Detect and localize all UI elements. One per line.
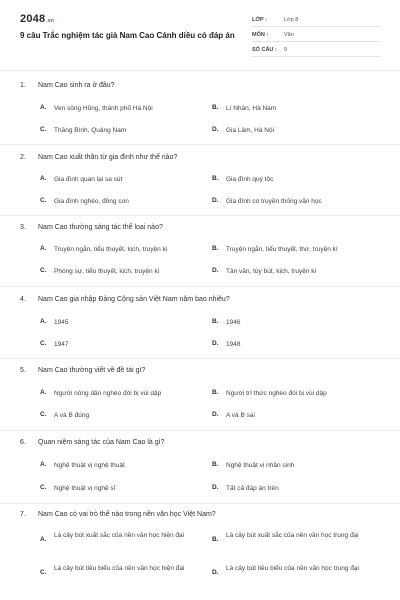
question-number: 4. [20,296,26,303]
question-label: Nam Cao có vai trò thế nào trong nền văn học Việt Nam? [38,511,216,518]
option-letter: A. [40,175,47,182]
option-d[interactable] [212,267,316,276]
option-a[interactable] [40,389,161,398]
option-c[interactable] [40,411,89,420]
question-text [20,511,216,518]
option-b[interactable] [212,531,380,543]
option-text: 1945 [54,319,69,326]
option-letter: A. [40,318,47,325]
option-text: Nghệ thuật vị nhân sinh [226,462,295,469]
option-letter: C. [40,484,47,491]
question-divider [0,215,400,216]
option-a[interactable] [40,531,205,543]
option-text: Là cây bút xuất sắc của nền văn học trung đại [226,532,359,539]
meta-table [252,12,380,57]
option-letter: B. [212,245,219,252]
question-label: Nam Cao xuất thân từ gia đình như thế nào? [38,154,178,161]
option-c[interactable] [40,197,129,206]
option-letter: D. [212,569,219,576]
option-text: Là cây bút xuất sắc của nền văn học hiện đại [54,532,185,539]
option-text: 1947 [54,341,69,348]
option-text: Tản văn, tùy bút, kịch, truyện kí [226,268,317,275]
option-a[interactable] [40,318,68,327]
question-text [20,367,145,374]
option-d[interactable] [212,126,274,135]
option-text: Ven sông Hồng, thành phố Hà Nội [54,105,153,112]
option-b[interactable] [212,461,294,470]
question-divider [0,286,400,287]
page-title: 9 câu Trắc nghiệm tác giả Nam Cao Cánh diều có đáp án [20,31,235,40]
option-text: Gia đình có truyền thống văn học [226,198,322,205]
option-letter: D. [212,411,219,418]
option-letter: A. [40,245,47,252]
option-text: A và B đúng [54,412,90,419]
meta-value: Lớp 8 [284,17,299,23]
option-letter: C. [40,569,47,576]
option-text: Nghệ thuật vị nghệ thuật [54,462,125,469]
question-label: Nam Cao sinh ra ở đâu? [38,82,115,89]
option-d[interactable] [212,340,240,349]
option-letter: D. [212,267,219,274]
question-divider [0,430,400,431]
option-text: Gia Lâm, Hà Nội [226,127,275,134]
option-letter: D. [212,484,219,491]
option-c[interactable] [40,484,115,493]
option-a[interactable] [40,104,153,113]
meta-row-count [252,42,380,57]
option-letter: C. [40,267,47,274]
option-letter: A. [40,461,47,468]
option-text: Gia đình quý tộc [226,176,274,183]
question-divider [0,144,400,145]
option-text: Là cây bút tiêu biểu của nền văn học hiện đại [54,565,185,572]
option-b[interactable] [212,175,273,184]
option-c[interactable] [40,340,68,349]
option-letter: A. [40,389,47,396]
question-number: 6. [20,439,26,446]
option-text: Nghệ thuật vị nghệ sĩ [54,485,116,492]
option-letter: D. [212,340,219,347]
option-text: Là cây bút tiêu biểu của nền văn học trung đại [226,565,359,572]
option-c[interactable] [40,267,160,276]
option-d[interactable] [212,484,279,493]
option-letter: B. [212,104,219,111]
option-letter: C. [40,340,47,347]
meta-key: LỚP : [252,17,267,23]
page-header [0,0,400,64]
logo-main: 2048 [20,13,46,25]
option-b[interactable] [212,318,240,327]
option-letter: B. [212,318,219,325]
option-letter: D. [212,126,219,133]
meta-value: Văn [284,32,294,38]
question-text [20,296,230,303]
meta-value: 9 [284,47,288,53]
option-text: Tất cả đáp án trên [226,485,279,492]
question-label: Nam Cao thường sáng tác thể loại nào? [38,224,163,231]
meta-row-subject [252,27,380,42]
option-text: A và B sai [226,412,255,419]
question-label: Nam Cao gia nhập Đảng Cộng sản Việt Nam năm bao nhiêu? [38,296,230,303]
option-letter: D. [212,197,219,204]
meta-key: MÔN : [252,32,269,38]
option-text: 1948 [226,341,241,348]
option-c[interactable] [40,126,126,135]
meta-key: SỐ CÂU : [252,47,277,53]
option-a[interactable] [40,175,122,184]
option-b[interactable] [212,389,327,398]
question-number: 5. [20,367,26,374]
option-letter: C. [40,411,47,418]
option-letter: A. [40,536,47,543]
option-letter: B. [212,461,219,468]
question-text [20,154,177,161]
option-c[interactable] [40,564,205,576]
option-text: Gia đình nghèo, đông con [54,198,129,205]
option-letter: C. [40,126,47,133]
option-d[interactable] [212,411,255,420]
meta-row-class [252,12,380,27]
question-number: 3. [20,224,26,231]
question-number: 2. [20,154,26,161]
option-letter: B. [212,536,219,543]
option-letter: B. [212,175,219,182]
logo-domain: .vn [46,18,55,24]
site-logo[interactable] [20,13,54,25]
option-letter: A. [40,104,47,111]
option-text: Truyện ngắn, tiểu thuyết, kịch, truyện kí [54,246,168,253]
question-label: Nam Cao thường viết về đề tài gì? [38,367,146,374]
option-b[interactable] [212,245,338,254]
option-text: Người trí thức nghèo đói bị vùi dập [226,390,327,397]
option-d[interactable] [212,564,380,576]
option-text: Người nông dân nghèo đói bị vùi dập [54,390,162,397]
question-label: Quan niệm sáng tác của Nam Cao là gì? [38,439,165,446]
option-text: Phóng sự, tiểu thuyết, kịch, truyện kí [54,268,160,275]
question-divider [0,358,400,359]
option-letter: C. [40,197,47,204]
option-b[interactable] [212,104,276,113]
question-text [20,439,164,446]
option-text: Thăng Bình, Quảng Nam [54,127,127,134]
question-divider [0,503,400,504]
question-text [20,224,163,231]
option-text: Lí Nhân, Hà Nam [226,105,277,112]
option-text: Truyện ngắn, tiểu thuyết, thơ, truyện kí [226,246,338,253]
header-divider [0,70,400,71]
question-number: 7. [20,511,26,518]
option-a[interactable] [40,461,125,470]
question-number: 1. [20,82,26,89]
option-d[interactable] [212,197,322,206]
option-a[interactable] [40,245,168,254]
question-text [20,82,115,89]
option-letter: B. [212,389,219,396]
option-text: Gia đình quan lại sa sút [54,176,123,183]
option-text: 1946 [226,319,241,326]
